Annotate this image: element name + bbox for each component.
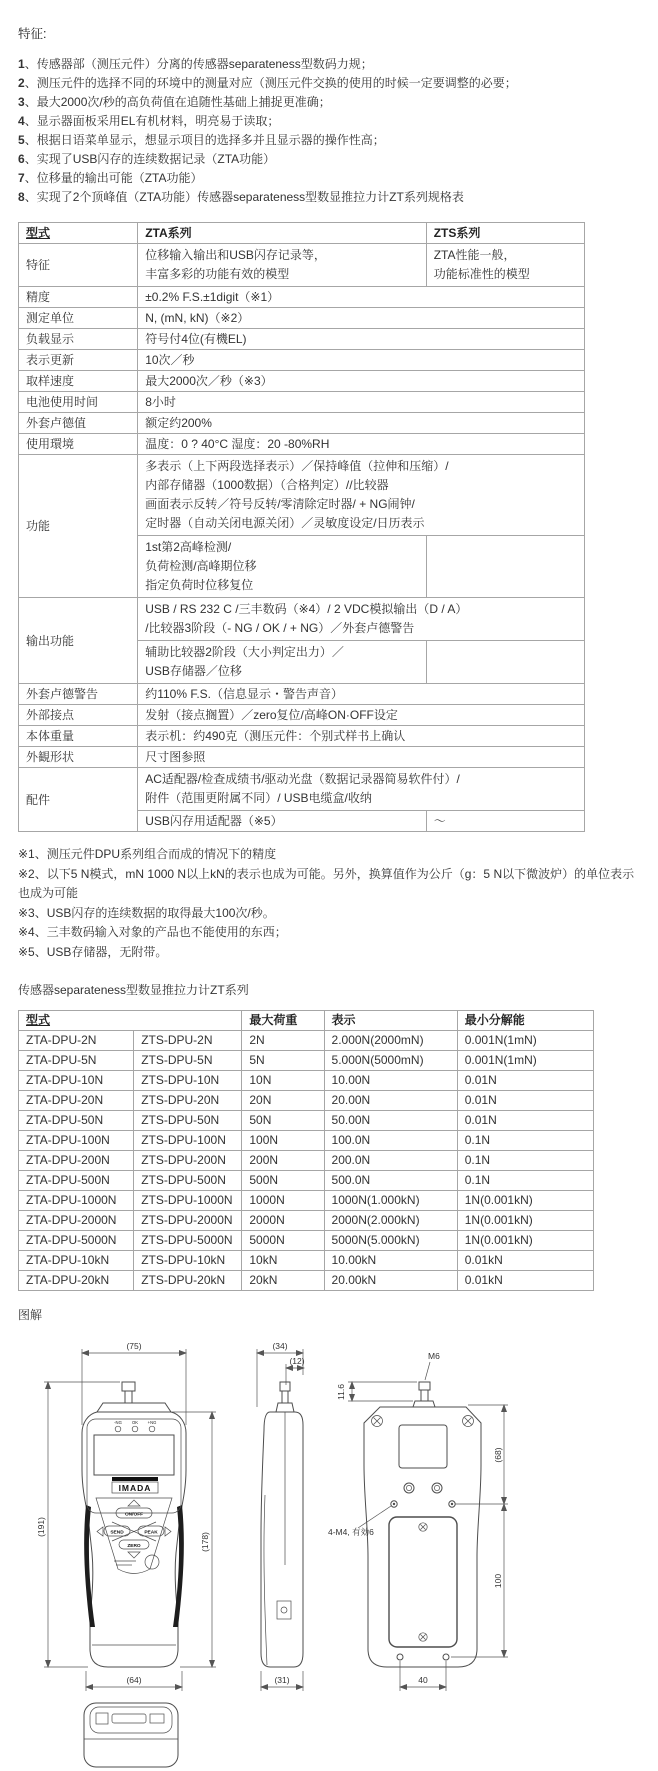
feature-item	[18, 188, 640, 207]
model-row: ZTA-DPU-1000N ZTS-DPU-1000N 1000N 1000N(1.000kN) 1N(0.001kN)	[19, 1191, 594, 1211]
button-onoff: ON/OFF	[124, 1512, 144, 1518]
screw-icon	[372, 1416, 383, 1427]
feature-text: 、位移量的输出可能（ZTA功能）	[24, 171, 203, 185]
feature-text: 、测压元件的选择不同的环境中的测量对应（测压元件交换的使用的时候一定要调整的必要；	[24, 76, 517, 90]
spec-value-zta: 位移输入输出和USB闪存记录等， 丰富多彩的功能有效的模型	[138, 244, 427, 287]
dim-height-68: (68)	[493, 1447, 503, 1463]
feature-text: 、显示器面板采用EL有机材料，明亮易于读取；	[24, 114, 280, 128]
spec-label: 功能	[19, 455, 138, 598]
spec-label: 取样速度	[19, 371, 138, 392]
spec-label: 测定单位	[19, 308, 138, 329]
spec-label: 负载显示	[19, 329, 138, 350]
spec-row-feature	[19, 244, 585, 287]
spec-row	[19, 705, 585, 726]
screw-icon	[419, 1523, 427, 1531]
spec-value: 8小时	[138, 392, 585, 413]
spec-value: 温度：0 ? 40°C 湿度：20 -80%RH	[138, 434, 585, 455]
spec-row	[19, 434, 585, 455]
spec-label: 外観形状	[19, 747, 138, 768]
footnote: ※2、以下5 N模式，mN 1000 N以上kN的表示也成为可能。另外，换算值作为公斤（g：5 N以下微波炉）的单位表示也成为可能	[18, 866, 635, 900]
model-header-maxload: 最大荷重	[242, 1011, 324, 1031]
spec-header-model: 型式	[19, 223, 138, 244]
spec-row	[19, 684, 585, 705]
feature-text: 、实现了2个顶峰值（ZTA功能）传感器separateness型数显推拉力计ZT系列规格表	[24, 190, 464, 204]
spec-value-zts: 〜	[426, 811, 584, 832]
feature-number: 6	[18, 152, 25, 166]
dim-width-12: (12)	[289, 1356, 305, 1366]
footnote: ※5、USB存储器，无附带。	[18, 944, 168, 959]
screw-icon	[463, 1416, 474, 1427]
feature-item	[18, 169, 640, 188]
spec-label: 特征	[19, 244, 138, 287]
model-row: ZTA-DPU-500N ZTS-DPU-500N 500N 500.0N 0.1N	[19, 1171, 594, 1191]
button-zero: ZERO	[127, 1544, 141, 1549]
spec-value: ±0.2% F.S.±1digit（※1）	[138, 287, 585, 308]
spec-label: 表示更新	[19, 350, 138, 371]
dim-height-11-6: 11.6	[336, 1384, 346, 1400]
spec-value: 尺寸图参照	[138, 747, 585, 768]
front-view	[36, 1341, 216, 1691]
model-row: ZTA-DPU-20N ZTS-DPU-20N 20N 20.00N 0.01N	[19, 1091, 594, 1111]
spec-label: 使用環境	[19, 434, 138, 455]
model-row: ZTA-DPU-200N ZTS-DPU-200N 200N 200.0N 0.1N	[19, 1151, 594, 1171]
spec-row-function	[19, 455, 585, 536]
model-header-model: 型式	[19, 1011, 242, 1031]
spec-header-zta: ZTA系列	[138, 223, 427, 244]
logo-bar	[112, 1477, 158, 1481]
dim-height-191: (191)	[36, 1517, 46, 1537]
led-icon	[132, 1426, 138, 1432]
feature-item	[18, 74, 640, 93]
screw-icon	[419, 1633, 427, 1641]
dim-height-178: (178)	[200, 1532, 210, 1552]
spec-label: 配件	[19, 768, 138, 832]
spec-label: 外套卢德值	[19, 413, 138, 434]
spec-value: 发射（接点搁置）／zero复位/高峰ON·OFF设定	[138, 705, 585, 726]
spec-row	[19, 371, 585, 392]
model-row: ZTA-DPU-2N ZTS-DPU-2N 2N 2.000N(2000mN) 0.001N(1mN)	[19, 1031, 594, 1051]
side-view	[257, 1341, 305, 1691]
feature-text: 、最大2000次/秒的高负荷值在追随性基础上捕捉更准确；	[24, 95, 331, 109]
feature-item	[18, 55, 640, 74]
feature-text: 、实现了USB闪存的连续数据记录（ZTA功能）	[24, 152, 276, 166]
dim-width-64: (64)	[126, 1675, 142, 1685]
spec-row	[19, 747, 585, 768]
document	[0, 24, 658, 1771]
spec-row	[19, 392, 585, 413]
dimension-drawing	[0, 1335, 658, 1771]
spec-header-row	[19, 223, 585, 244]
model-row: ZTA-DPU-100N ZTS-DPU-100N 100N 100.0N 0.1N	[19, 1131, 594, 1151]
spec-value: N, (mN, kN)（※2）	[138, 308, 585, 329]
feature-item	[18, 112, 640, 131]
spec-label: 外部接点	[19, 705, 138, 726]
features-list	[18, 55, 640, 207]
dim-4-m4-label: 4-M4, 有効6	[328, 1527, 374, 1537]
model-row: ZTA-DPU-2000N ZTS-DPU-2000N 2000N 2000N(2.000kN) 1N(0.001kN)	[19, 1211, 594, 1231]
dim-width-31: (31)	[274, 1675, 290, 1685]
model-header-display: 表示	[324, 1011, 457, 1031]
led-icon	[115, 1426, 121, 1432]
spec-value: 符号付4位(有機EL)	[138, 329, 585, 350]
spec-header-zts: ZTS系列	[426, 223, 584, 244]
spec-value-zta: 辅助比较器2阶段（大小判定出力）／ USB存储器／位移	[138, 641, 427, 684]
feature-number: 8	[18, 190, 25, 204]
spec-row-output	[19, 598, 585, 641]
imada-logo: IMADA	[118, 1483, 152, 1493]
spec-row	[19, 287, 585, 308]
dim-width-75: (75)	[126, 1341, 142, 1351]
spec-value: 表示机：约490克（测压元件：个别式样书上确认	[138, 726, 585, 747]
spec-value: 10次／秒	[138, 350, 585, 371]
spec-label: 本体重量	[19, 726, 138, 747]
feature-number: 2	[18, 76, 25, 90]
spec-value: 约110% F.S.（信息显示・警告声音）	[138, 684, 585, 705]
footnote: ※1、测压元件DPU系列组合而成的情况下的精度	[18, 847, 277, 861]
footnotes	[18, 845, 640, 962]
led-icon	[149, 1426, 155, 1432]
model-row: ZTA-DPU-20kN ZTS-DPU-20kN 20kN 20.00kN 0.01kN	[19, 1271, 594, 1291]
model-row: ZTA-DPU-50N ZTS-DPU-50N 50N 50.00N 0.01N	[19, 1111, 594, 1131]
feature-number: 7	[18, 171, 25, 185]
spec-label: 输出功能	[19, 598, 138, 684]
feature-text: 、根据日语菜单显示，想显示项目的选择多并且显示器的操作性高；	[24, 133, 385, 147]
dim-m6-thread: M6	[428, 1351, 440, 1361]
spec-value-zts: ZTA性能一般， 功能标准性的模型	[426, 244, 584, 287]
diagram-heading: 图解	[18, 1308, 43, 1322]
spec-row	[19, 329, 585, 350]
dim-width-40: 40	[418, 1675, 428, 1685]
spec-table	[18, 222, 585, 832]
button-peak: PEAK	[144, 1530, 158, 1536]
feature-text: 、传感器部（测压元件）分离的传感器separateness型数码力规；	[24, 57, 373, 71]
spec-row-accessory	[19, 768, 585, 811]
spec-row	[19, 350, 585, 371]
back-view	[328, 1351, 508, 1691]
spec-value: 额定约200%	[138, 413, 585, 434]
feature-item	[18, 93, 640, 112]
model-header-resolution: 最小分解能	[457, 1011, 593, 1031]
feature-number: 5	[18, 133, 25, 147]
model-table	[18, 1010, 594, 1291]
spec-label: 外套卢德警告	[19, 684, 138, 705]
spec-value-zts-empty	[426, 641, 584, 684]
feature-number: 3	[18, 95, 25, 109]
spec-value-common: AC适配器/检查成绩书/驱动光盘（数据记录器简易软件付）/ 附件（范围更附属不同）/ USB电缆盒/收纳	[138, 768, 585, 811]
feature-item	[18, 131, 640, 150]
model-row: ZTA-DPU-10kN ZTS-DPU-10kN 10kN 10.00kN 0.01kN	[19, 1251, 594, 1271]
bottom-view	[84, 1703, 178, 1767]
spec-row	[19, 726, 585, 747]
spec-value-common: 多表示（上下两段选择表示）／保持峰值（拉伸和压缩）/ 内部存储器（1000数据）（合格判定）//比较器 画面表示反转／符号反转/零清除定时器/ + NG闹钟/ 定时器（自动关闭电源关闭）／灵敏度设定/日历表示	[138, 455, 585, 536]
footnote: ※3、USB闪存的连续数据的取得最大100次/秒。	[18, 905, 275, 920]
spec-label: 电池使用时间	[19, 392, 138, 413]
model-row: ZTA-DPU-10N ZTS-DPU-10N 10N 10.00N 0.01N	[19, 1071, 594, 1091]
model-row: ZTA-DPU-5N ZTS-DPU-5N 5N 5.000N(5000mN) 0.001N(1mN)	[19, 1051, 594, 1071]
spec-value-zta: USB闪存用适配器（※5）	[138, 811, 427, 832]
spec-row	[19, 308, 585, 329]
display-window	[94, 1435, 174, 1475]
led-label-minus-ng: -NG	[114, 1420, 122, 1425]
feature-number: 1	[18, 57, 25, 71]
spec-label: 精度	[19, 287, 138, 308]
feature-item	[18, 150, 640, 169]
series-heading: 传感器separateness型数显推拉力计ZT系列	[18, 983, 249, 997]
spec-value-zta: 1st第2高峰检测/ 负荷检测/高峰期位移 指定负荷时位移复位	[138, 536, 427, 598]
button-send: SEND	[110, 1530, 124, 1536]
dim-height-100: 100	[493, 1573, 503, 1589]
spec-value-common: USB / RS 232 C /三丰数码（※4）/ 2 VDC模拟输出（D / A） /比较器3阶段（- NG / OK / + NG）／外套卢德警告	[138, 598, 585, 641]
spec-row	[19, 413, 585, 434]
footnote: ※4、三丰数码输入对象的产品也不能使用的东西；	[18, 925, 287, 939]
led-label-plus-ng: +NG	[147, 1420, 157, 1425]
dim-width-34: (34)	[272, 1341, 288, 1351]
spec-value-zts-empty	[426, 536, 584, 598]
model-header-row	[19, 1011, 594, 1031]
led-label-ok: OK	[131, 1420, 139, 1425]
spec-value: 最大2000次／秒（※3）	[138, 371, 585, 392]
features-heading: 特征:	[18, 27, 47, 41]
model-row: ZTA-DPU-5000N ZTS-DPU-5000N 5000N 5000N(5.000kN) 1N(0.001kN)	[19, 1231, 594, 1251]
feature-number: 4	[18, 114, 25, 128]
